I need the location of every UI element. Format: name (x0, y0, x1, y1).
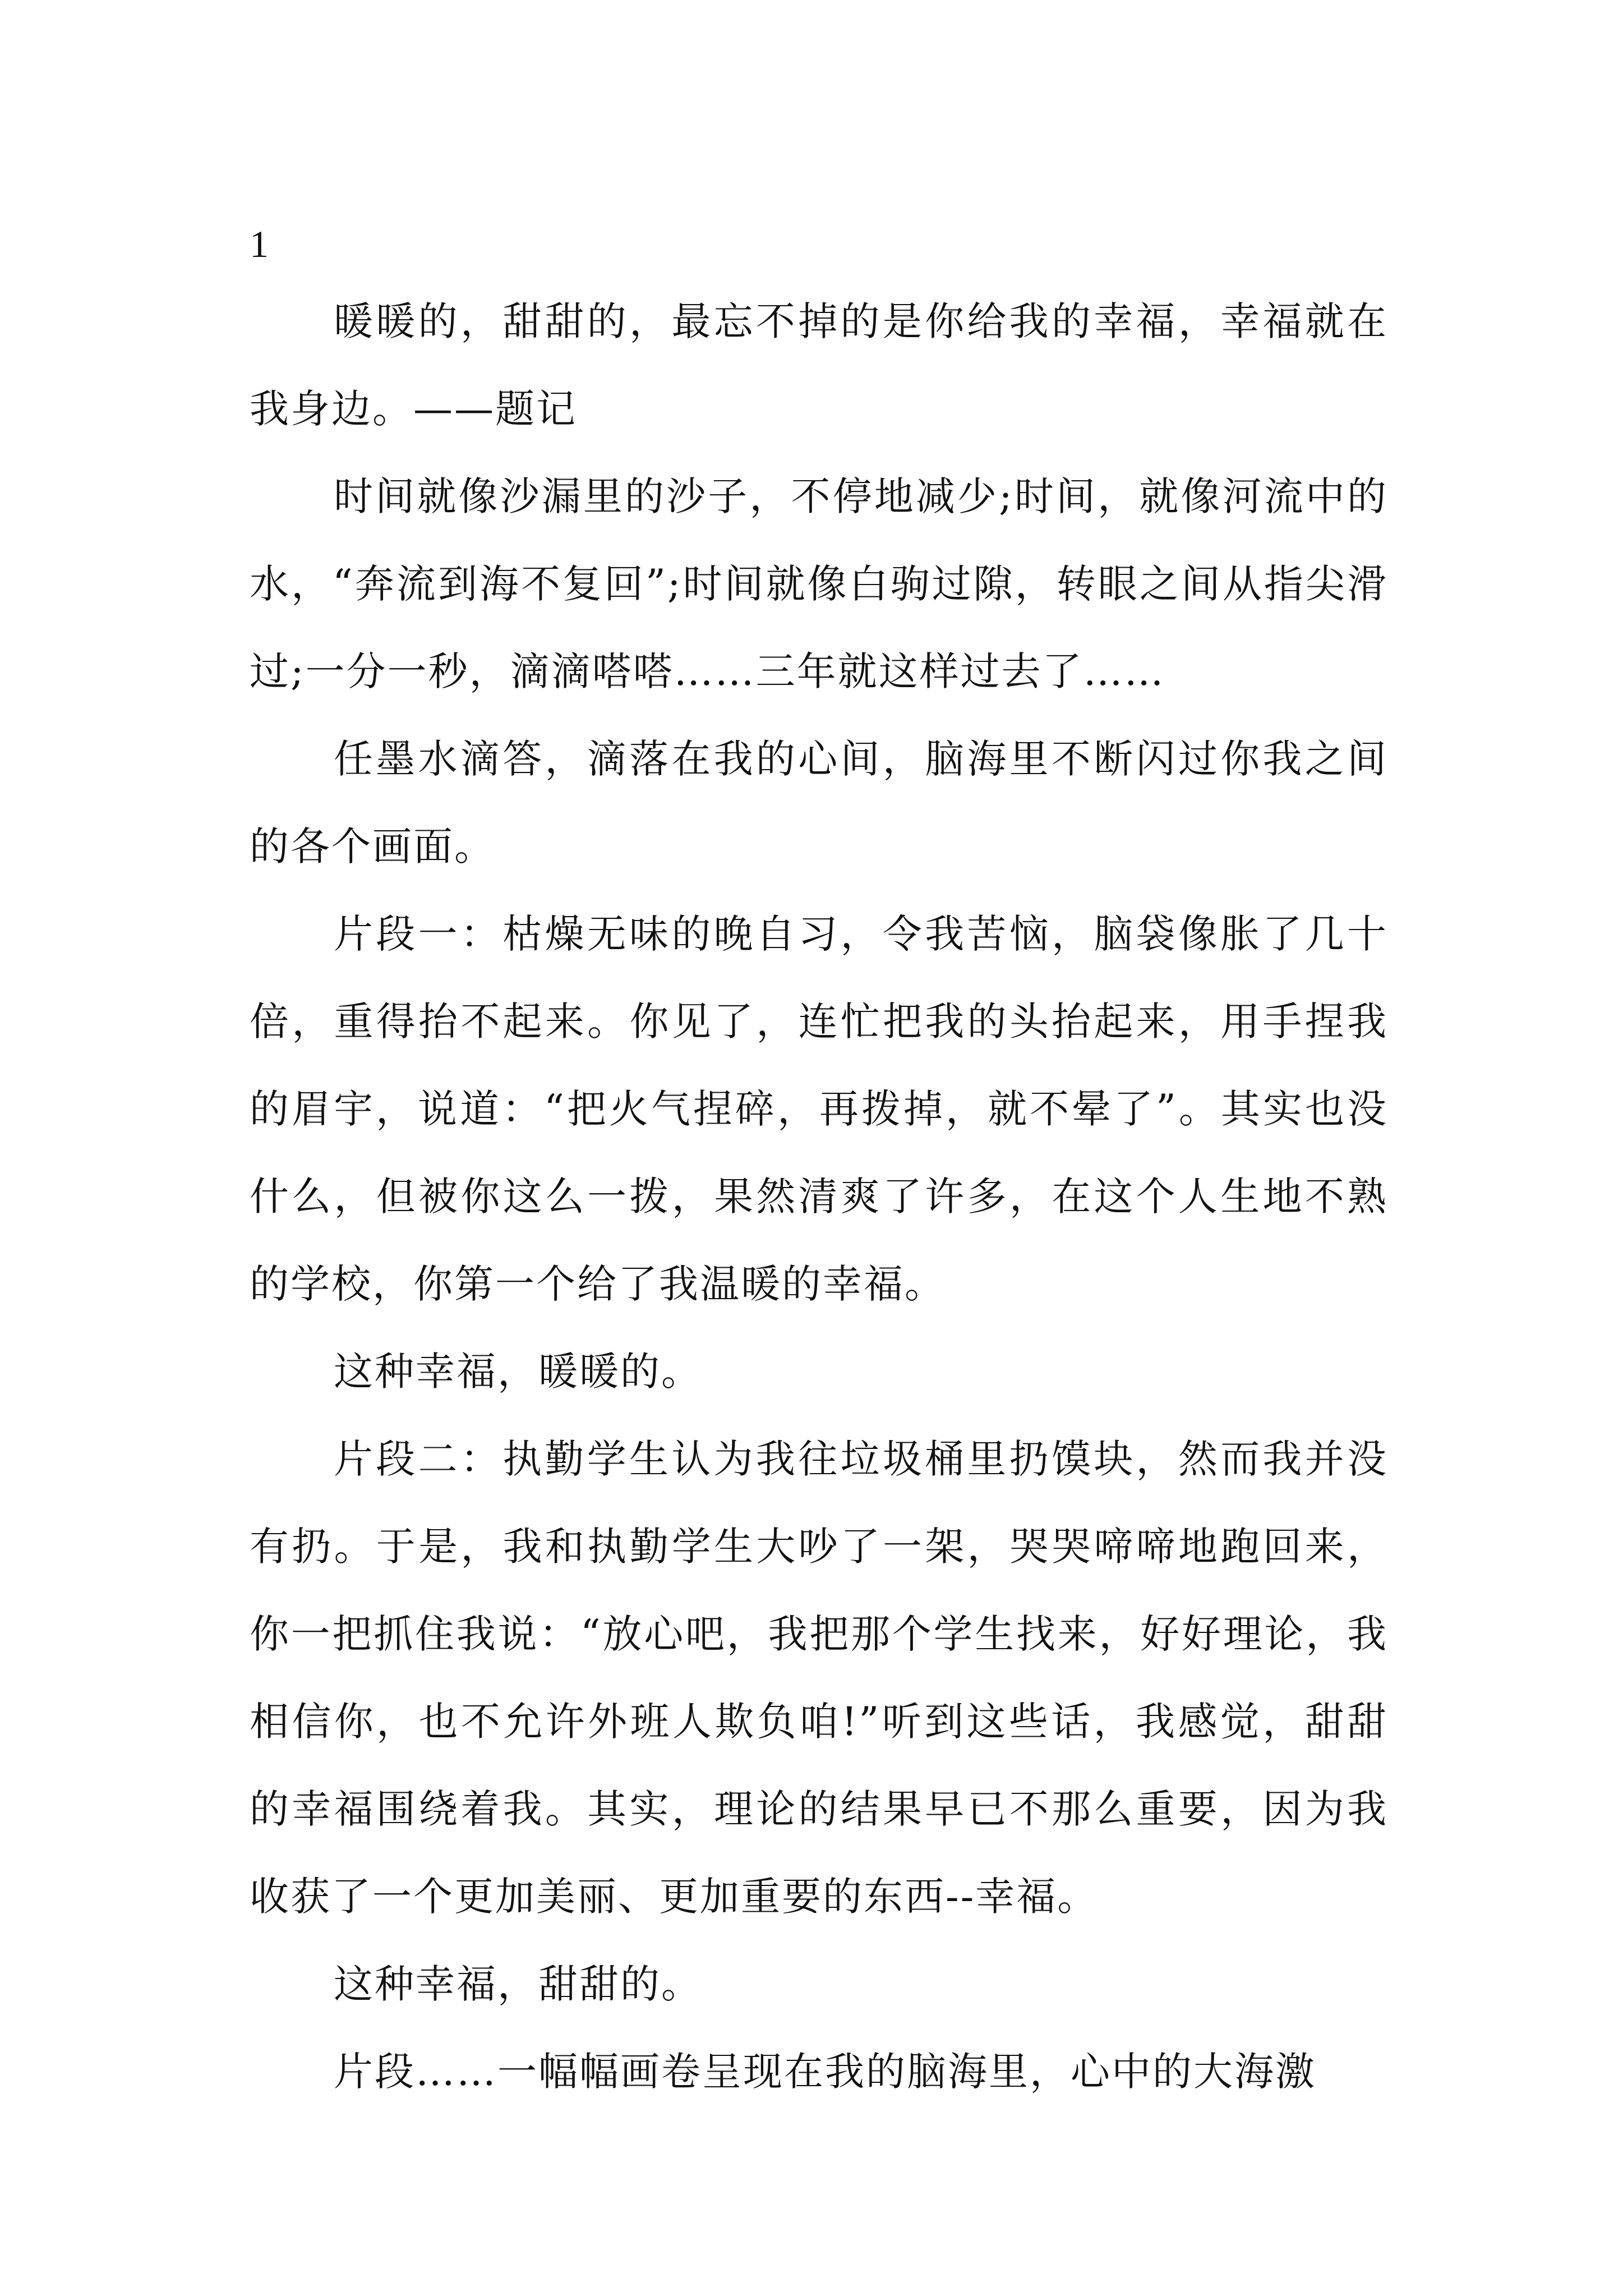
paragraph-fragment-more: 片段……一幅幅画卷呈现在我的脑海里，心中的大海激 (334, 2049, 1316, 2095)
paragraph-fragment-one: 片段一：枯燥无味的晚自习，令我苦恼，脑袋像胀了几十倍，重得抬不起来。你见了，连忙把我的头抬起来，用手捏我的眉宇，说道：“把火气捏碎，再拨掉，就不晕了”。其实也没什么，但被你这么一拨，果然清爽了许多，在这个人生地不熟的学校，你第一个给了我温暖的幸福。 (250, 911, 1388, 1307)
paragraph-time: 时间就像沙漏里的沙子，不停地减少;时间，就像河流中的水，“奔流到海不复回”;时间就像白驹过隙，转眼之间从指尖滑过;一分一秒，滴滴嗒嗒……三年就这样过去了…… (250, 473, 1388, 694)
paragraph-warm-happiness: 这种幸福，暖暖的。 (334, 1349, 702, 1395)
page-number: 1 (250, 223, 269, 265)
paragraph-sweet-happiness: 这种幸福，甜甜的。 (334, 1961, 702, 2007)
epigraph-paragraph: 暖暖的，甜甜的，最忘不掉的是你给我的幸福，幸福就在我身边。——题记 (250, 298, 1388, 432)
document-body (250, 222, 1388, 2115)
paragraph-memories: 任墨水滴答，滴落在我的心间，脑海里不断闪过你我之间的各个画面。 (250, 736, 1388, 869)
paragraph-fragment-two: 片段二：执勤学生认为我往垃圾桶里扔馍块，然而我并没有扔。于是，我和执勤学生大吵了一架，哭哭啼啼地跑回来，你一把抓住我说：“放心吧，我把那个学生找来，好好理论，我相信你，也不允许外班人欺负咱!”听到这些话，我感觉，甜甜的幸福围绕着我。其实，理论的结果早已不那么重要，因为我收获了一个更加美丽、更加重要的东西--幸福。 (250, 1436, 1388, 1920)
